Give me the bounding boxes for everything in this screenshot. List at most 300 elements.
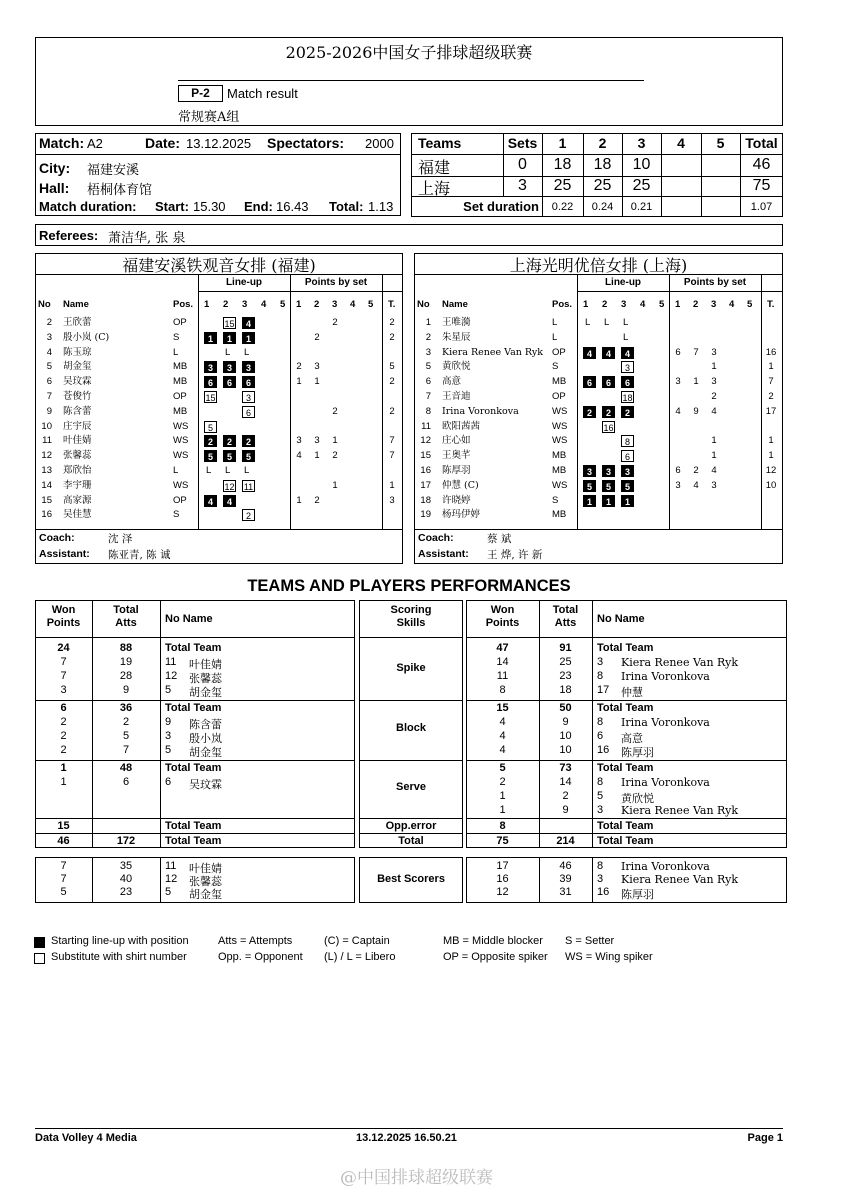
player-number: 2 [46,317,52,328]
player-position: S [552,494,559,506]
won-points: 8 [499,684,506,696]
player-position: MB [552,465,567,476]
player-total: 16 [765,346,777,358]
total-atts: 18 [559,684,572,696]
won-points: 1 [60,776,67,788]
player-row [415,316,782,331]
total-atts: 31 [559,886,572,898]
match-label: Match: [39,135,85,151]
player-name: 郑欣怡 [63,465,92,476]
away-atts-header: Total Atts [552,604,579,629]
total-label: Total [398,835,424,847]
total-atts: 19 [119,656,133,668]
lineup-libero: L [206,465,212,476]
player-name: 王欣蕾 [63,317,92,328]
won-points: 5 [60,886,67,898]
player-row [415,375,782,390]
pbs-header: Points by set [304,277,368,288]
won-points: 16 [496,873,509,885]
total-separator [359,833,463,834]
best-col-line [160,857,161,903]
set-points: 1 [711,361,717,373]
player-position: OP [173,391,187,402]
player-number: 12 [165,873,178,885]
skill-name-spike: Spike [396,662,426,674]
legend-start: Starting line-up with position [51,935,189,947]
player-total: 2 [389,405,395,417]
score-team2-name: 上海 [418,179,451,198]
player-position: L [173,465,179,476]
score-team1-s1: 18 [553,156,572,173]
player-number: 13 [41,465,52,476]
date-label: Date: [145,135,181,151]
player-total: 10 [765,479,777,491]
lineup-libero: L [604,317,610,328]
player-name: 庄宇辰 [63,420,92,432]
header-rule [178,80,644,81]
opp-separator [35,818,355,819]
total-atts: 10 [559,730,572,742]
set-points: 6 [675,346,681,358]
watermark: @中国排球超级联赛 [340,1168,493,1188]
total-atts: 46 [559,860,572,872]
player-row [415,479,782,494]
player-position: WS [552,435,568,447]
set-duration-3: 0.21 [630,201,653,213]
skill-name-block: Block [396,722,426,734]
player-total: 2 [768,391,774,402]
pbs-set-header: 4 [729,299,735,310]
lineup-start-position: 4 [583,347,596,359]
won-points: 11 [496,670,509,682]
player-name: 殷小岚 [189,732,222,745]
lineup-start-position: 6 [621,376,634,388]
player-number: 17 [420,479,431,491]
lineup-set-header: 2 [602,299,608,310]
player-name: 陈厚羽 [621,888,654,901]
lineup-libero: L [623,331,629,343]
lineup-substitute: 2 [242,509,255,521]
lineup-substitute: 5 [204,421,217,433]
player-position: MB [552,509,567,521]
player-position: L [552,331,558,343]
assistant-names: 陈亚青, 陈 诚 [108,549,171,561]
total-header: T. [767,299,775,310]
player-number: 7 [425,391,431,402]
player-name: 叶佳婧 [63,435,92,447]
total-atts: 5 [122,730,130,742]
total-atts: 23 [559,670,572,682]
player-name: Irina Voronkova [621,716,710,729]
team-rule-3 [415,529,782,530]
lineup-set-header: 3 [242,299,248,310]
player-position: OP [552,391,566,402]
skill-name-serve: Serve [396,781,426,793]
won-points: 7 [60,670,67,682]
score-team1-s2: 18 [593,156,612,173]
skill-separator [466,700,787,701]
total-team-label: Total Team [165,835,222,847]
player-row [415,331,782,346]
end-value: 16.43 [276,199,309,214]
assistant-names: 王 烨, 许 新 [487,549,543,561]
player-name: 王奥芊 [442,450,471,462]
lineup-start-position: 5 [583,480,596,492]
player-row [36,346,402,361]
total-atts: 88 [119,642,133,654]
set-points: 1 [314,450,320,462]
lineup-start-position: 5 [204,450,217,462]
player-total: 2 [389,331,395,343]
lineup-libero: L [623,317,629,328]
player-name: 张馨蕊 [189,672,222,685]
referees-names: 萧洁华, 张 泉 [108,231,186,246]
lineup-header: Line-up [225,277,263,288]
won-points: 47 [496,642,509,654]
lineup-start-position: 6 [204,376,217,388]
player-number: 14 [41,479,52,491]
score-team1-sets: 0 [518,156,527,173]
skill-separator [35,760,355,761]
player-number: 10 [41,420,52,432]
player-position: MB [552,376,567,388]
player-name: 欧阳茜茜 [442,420,481,432]
lineup-libero: L [244,346,250,358]
team-rule-1 [36,274,402,275]
set-points: 1 [332,479,338,491]
player-row [36,494,402,509]
player-name: Kiera Renee Van Ryk [442,346,544,358]
player-position: WS [173,450,189,462]
total-team-label: Total Team [597,702,654,714]
player-number: 1 [425,317,431,328]
set-points: 1 [711,435,717,447]
lineup-start-position: 1 [583,495,596,507]
player-number: 11 [42,435,52,447]
total-atts: 36 [119,702,133,714]
lineup-libero: L [225,465,231,476]
total-team-label: Total Team [597,762,654,774]
lineup-start-position: 4 [204,495,217,507]
score-team2-total: 75 [752,177,771,194]
player-number: 4 [46,346,52,358]
player-number: 6 [46,376,52,388]
player-row [36,434,402,449]
total-home-atts: 172 [116,835,136,847]
player-position: L [173,346,179,358]
won-points: 2 [60,730,67,742]
player-row [36,449,402,464]
set-points: 4 [296,450,302,462]
won-points: 4 [499,730,506,742]
player-name: 黄欣悦 [621,792,654,805]
player-total: 1 [768,435,774,447]
legend-mb: MB = Middle blocker [443,935,543,947]
total-team-label: Total Team [165,762,222,774]
player-name: 陈玉琼 [63,346,92,358]
won-points: 1 [499,790,506,802]
team-panel-home [35,253,403,564]
score-rule-1 [411,154,783,155]
pbs-set-header: 3 [332,299,338,310]
away-won-header: Won Points [485,604,520,629]
won-points: 3 [60,684,67,696]
set-points: 3 [314,435,320,447]
performances-section [35,600,787,905]
score-team2-s1: 25 [553,177,572,194]
player-number: 17 [597,684,610,696]
player-row [36,420,402,435]
player-position: WS [173,420,189,432]
home-won-header: Won Points [46,604,81,629]
opp-separator [359,818,463,819]
total-header: T. [388,299,396,310]
set-points: 1 [332,435,338,447]
lineup-start-position: 6 [242,376,255,388]
lineup-substitute: 3 [621,361,634,373]
player-number: 6 [597,730,604,742]
player-name: Kiera Renee Van Ryk [621,656,738,669]
won-points: 7 [60,860,67,872]
player-position: S [552,361,559,373]
skills-header: Scoring Skills [390,604,432,629]
team-rule-3 [36,529,402,530]
total-atts: 2 [122,716,130,728]
won-points: 2 [60,744,67,756]
player-name: 仲慧 [621,686,643,699]
hall-label: Hall: [39,180,70,196]
set-duration-2: 0.24 [591,201,614,213]
player-row [415,346,782,361]
lineup-start-position: 1 [223,332,236,344]
player-number: 3 [597,873,604,885]
lineup-start-position: 6 [602,376,615,388]
player-name: 高家源 [63,494,92,506]
won-points: 4 [499,716,506,728]
won-points: 7 [60,656,67,668]
best-col-line [592,857,593,903]
team-rule-2 [577,291,782,292]
player-number: 8 [597,716,604,728]
date-value: 13.12.2025 [186,136,252,151]
opp-away-won: 8 [499,820,506,832]
set-points: 1 [296,494,302,506]
player-position: WS [173,435,189,447]
total-atts: 48 [119,762,133,774]
lineup-start-position: 1 [242,332,255,344]
assistant-label: Assistant: [418,548,469,560]
opp-separator [466,818,787,819]
player-name: 胡金玺 [189,888,222,901]
score-h-total: Total [745,135,778,151]
player-name: Irina Voronkova [621,776,710,789]
player-name: 杨玛伊婷 [442,509,481,521]
total-atts: 9 [562,804,569,816]
player-total: 1 [768,450,774,462]
pos-header: Pos. [173,299,194,310]
total-away-won: 75 [496,835,509,847]
player-name: 陈含蕾 [63,405,92,417]
player-name: Kiera Renee Van Ryk [621,804,738,817]
player-name: 朱星辰 [442,331,471,343]
perf-header-rule [35,637,355,638]
lineup-substitute: 6 [621,450,634,462]
won-points: 1 [60,762,67,774]
set-points: 1 [296,376,302,388]
team-rule-1 [415,274,782,275]
set-points: 3 [296,435,302,447]
pbs-set-header: 1 [296,299,302,310]
player-position: WS [552,405,568,417]
score-team1-total: 46 [752,156,771,173]
player-number: 2 [425,331,431,343]
total-atts: 28 [119,670,133,682]
lineup-start-position: 5 [621,480,634,492]
player-number: 3 [165,730,172,742]
best-scorers-label: Best Scorers [377,873,445,885]
player-row [36,331,402,346]
home-atts-header: Total Atts [113,604,139,629]
set-duration-label: Set duration [463,199,539,214]
player-row [415,494,782,509]
lineup-start-position: 2 [223,435,236,447]
assistant-label: Assistant: [39,548,90,560]
lineup-start-position: 5 [602,480,615,492]
away-noname-header: No Name [597,613,645,625]
lineup-set-header: 5 [280,299,286,310]
player-number: 12 [420,435,431,447]
total-atts: 9 [122,684,130,696]
player-number: 5 [165,744,172,756]
won-points: 17 [496,860,509,872]
set-points: 2 [711,391,717,402]
player-row [415,390,782,405]
player-number: 12 [165,670,178,682]
player-name: Irina Voronkova [621,860,710,873]
player-position: WS [552,479,568,491]
total-separator [466,833,787,834]
won-points: 15 [496,702,509,714]
match-phase: 常规赛A组 [178,110,240,125]
opp-error-label: Opp.error [385,820,437,832]
duration-label: Match duration: [39,199,137,214]
total-team-label: Total Team [597,835,654,847]
player-name: 吴玟霖 [189,778,222,791]
score-h-teams: Teams [418,135,462,151]
legend [34,935,784,969]
legend-sub: Substitute with shirt number [51,951,187,963]
report-code-label: Match result [227,86,298,101]
set-points: 2 [314,331,320,343]
set-points: 3 [675,479,681,491]
player-number: 12 [41,450,52,462]
set-points: 3 [711,376,717,388]
lineup-start-position: 3 [621,465,634,477]
player-name: 陈厚羽 [621,746,654,759]
legend-atts: Atts = Attempts [218,935,293,947]
player-row [415,508,782,523]
won-points: 2 [60,716,67,728]
set-points: 3 [711,346,717,358]
set-points: 1 [693,376,699,388]
player-name: 陈厚羽 [442,465,471,476]
lineup-start-position: 2 [602,406,615,418]
legend-ws: WS = Wing spiker [565,951,653,963]
lineup-start-position: 5 [242,450,255,462]
lineup-start-position: 3 [204,361,217,373]
legend-op: OP = Opposite spiker [443,951,548,963]
player-number: 16 [597,886,610,898]
player-number: 3 [597,804,604,816]
player-name: 胡金玺 [63,361,92,373]
lineup-substitute: 6 [242,406,255,418]
player-name: 许晓婷 [442,494,471,506]
set-points: 2 [332,450,338,462]
score-h-s1: 1 [558,135,567,151]
player-row [36,464,402,479]
set-points: 6 [675,465,681,476]
total-atts: 10 [559,744,572,756]
total-atts: 9 [562,716,569,728]
player-number: 6 [165,776,172,788]
referees-label: Referees: [39,228,99,243]
city-label: City: [39,160,71,176]
player-total: 7 [768,376,774,388]
lineup-substitute: 8 [621,435,634,447]
player-total: 12 [765,465,777,476]
total-team-label: Total Team [165,820,222,832]
player-row [415,405,782,420]
lineup-start-position: 4 [621,347,634,359]
set-points: 2 [332,405,338,417]
team-rule-2 [198,291,402,292]
perf-header-rule [466,637,787,638]
player-name: 李宇珊 [63,479,92,491]
total-separator [35,833,355,834]
lineup-substitute: 3 [242,391,255,403]
footer-software: Data Volley 4 Media [35,1132,137,1144]
team-title: 福建安溪铁观音女排 (福建) [122,256,316,275]
score-team2-s2: 25 [593,177,612,194]
player-total: 7 [389,435,395,447]
player-position: MB [173,361,188,373]
player-number: 15 [41,494,52,506]
score-h-s3: 3 [637,135,646,151]
page-title: 2025-2026中国女子排球超级联赛 [285,43,533,62]
won-points: 14 [496,656,509,668]
coach-name: 沈 泽 [108,533,133,545]
player-name: 庄心如 [442,435,471,447]
player-number: 8 [597,776,604,788]
set-points: 1 [711,450,717,462]
player-name: 张馨蕊 [189,875,222,888]
won-points: 24 [57,642,70,654]
total-home-won: 46 [57,835,70,847]
pbs-header: Points by set [683,277,747,288]
set-points: 1 [314,376,320,388]
set-duration-total: 1.07 [750,201,773,213]
skill-separator [359,760,463,761]
performances-title: TEAMS AND PLAYERS PERFORMANCES [247,577,571,595]
player-total: 3 [389,494,395,506]
score-h-sets: Sets [507,135,538,151]
score-team1-name: 福建 [418,158,451,177]
total-atts: 50 [559,702,572,714]
legend-opp: Opp. = Opponent [218,951,303,963]
player-number: 16 [420,465,431,476]
set-points: 4 [711,465,717,476]
player-position: OP [173,317,187,328]
